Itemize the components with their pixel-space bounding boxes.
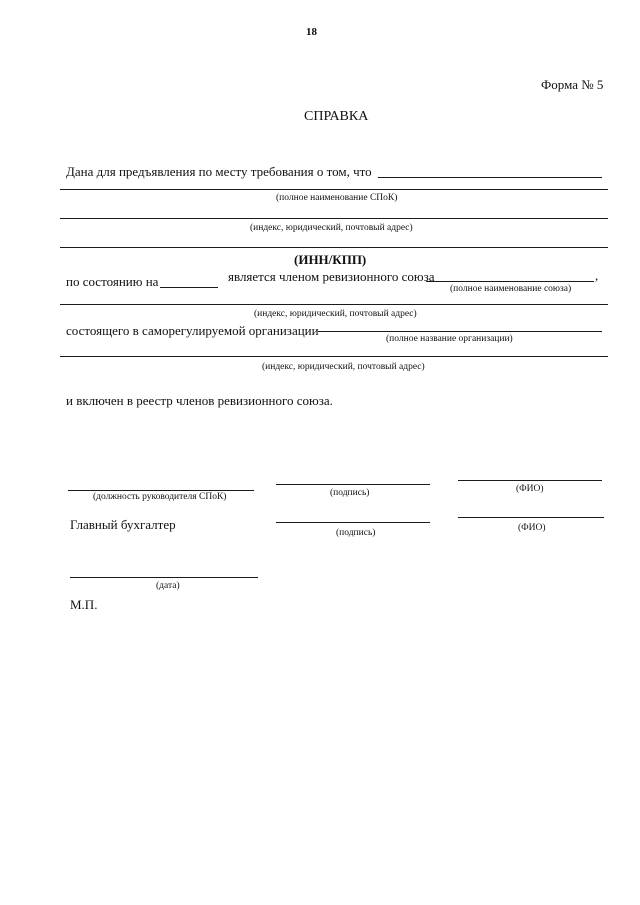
org-name-blank-line-2 [60, 189, 608, 190]
sro-name-blank-line [318, 331, 602, 332]
caption-org-name: (полное наименование СПоК) [276, 193, 398, 203]
caption-union-name: (полное наименование союза) [450, 284, 572, 294]
date-line [70, 577, 258, 578]
address-blank-line-3 [60, 356, 608, 357]
caption-address-3: (индекс, юридический, почтовый адрес) [262, 362, 425, 372]
caption-signature-2: (подпись) [336, 528, 376, 538]
stamp-place-label: М.П. [70, 597, 98, 612]
head-position-line [68, 490, 254, 491]
caption-address-2: (индекс, юридический, почтовый адрес) [254, 309, 417, 319]
address-blank-line-1 [60, 218, 608, 219]
issued-for-text: Дана для предъявления по месту требования о том, что [66, 164, 372, 179]
caption-fio-1: (ФИО) [516, 484, 544, 494]
page-number: 18 [306, 26, 317, 38]
union-name-blank-line [426, 281, 594, 282]
comma-mark: , [595, 268, 599, 283]
caption-fio-2: (ФИО) [518, 523, 546, 533]
caption-date: (дата) [156, 581, 180, 591]
fio-line-2 [458, 517, 604, 518]
sro-member-text: состоящего в саморегулируемой организации [66, 323, 319, 338]
fio-line-1 [458, 480, 602, 481]
status-as-of-text: по состоянию на [66, 274, 159, 289]
address-blank-line-2 [60, 304, 608, 305]
signature-line-2 [276, 522, 430, 523]
caption-address-1: (индекс, юридический, почтовый адрес) [250, 223, 413, 233]
is-member-text: является членом ревизионного союза [228, 269, 435, 284]
document-title: СПРАВКА [304, 109, 369, 124]
org-name-blank-line-1 [378, 177, 602, 178]
inn-kpp-label: (ИНН/КПП) [294, 252, 367, 267]
caption-signature-1: (подпись) [330, 488, 370, 498]
date-blank-line [160, 287, 218, 288]
inn-kpp-blank-line [60, 247, 608, 248]
caption-sro-name: (полное название организации) [386, 334, 513, 344]
caption-head-position: (должность руководителя СПоК) [93, 492, 227, 502]
signature-line-1 [276, 484, 430, 485]
form-number: Форма № 5 [541, 77, 604, 92]
registry-text: и включен в реестр членов ревизионного союза. [66, 393, 333, 408]
chief-accountant-label: Главный бухгалтер [70, 517, 176, 532]
